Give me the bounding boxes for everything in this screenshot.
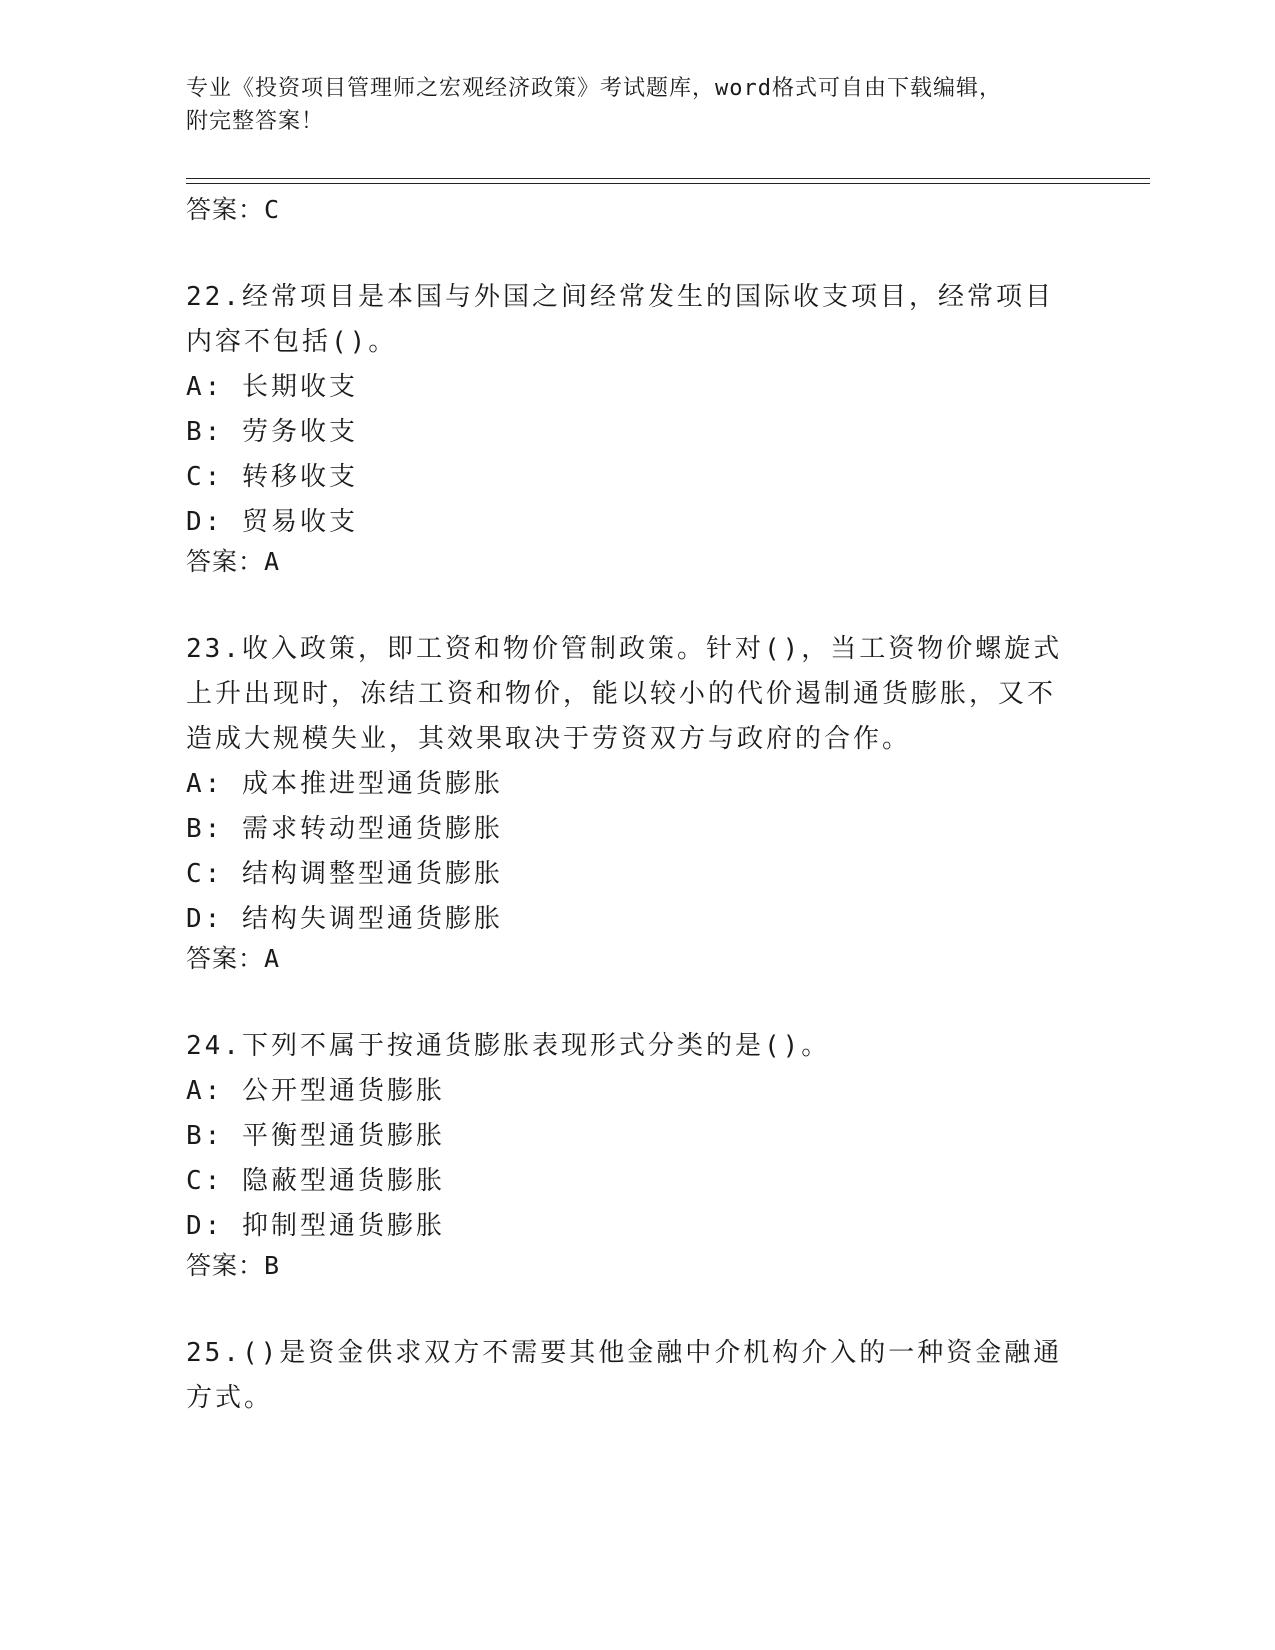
answer-line [186,545,1066,578]
answer-label: 答案： [186,944,265,973]
question-22 [186,275,1066,578]
answer-line [186,942,1066,975]
header-line-1: 专业《投资项目管理师之宏观经济政策》考试题库，word格式可自由下载编辑， [186,76,1002,101]
option-d: D: 贸易收支 [186,507,358,537]
question-stem: 22.经常项目是本国与外国之间经常发生的国际收支项目，经常项目内容不包括()。 [186,282,1054,357]
question-list [186,193,1066,1421]
answer-label: 答案： [186,547,265,576]
question-23 [186,627,1066,975]
option-c: C: 转移收支 [186,462,358,492]
option-b: B: 劳务收支 [186,417,358,447]
answer-key: C [264,195,281,224]
answer-key: A [264,547,281,576]
header-line-2: 附完整答案！ [186,109,325,134]
question-25 [186,1331,1066,1421]
question-24 [186,1024,1066,1282]
answer-label: 答案： [186,1251,265,1280]
option-b: B: 需求转动型通货膨胀 [186,814,503,844]
question-stem: 25.()是资金供求双方不需要其他金融中介机构介入的一种资金融通方式。 [186,1338,1063,1413]
header-divider-bottom [186,183,1150,184]
answer-key: B [264,1251,281,1280]
answer-line [186,193,1066,226]
answer-label: 答案： [186,195,265,224]
option-a: A: 长期收支 [186,372,358,402]
answer-key: A [264,944,281,973]
question-stem: 24.下列不属于按通货膨胀表现形式分类的是()。 [186,1031,831,1061]
option-d: D: 抑制型通货膨胀 [186,1211,445,1241]
document-header [186,72,1066,138]
option-c: C: 隐蔽型通货膨胀 [186,1166,445,1196]
option-b: B: 平衡型通货膨胀 [186,1121,445,1151]
header-divider-top [186,178,1150,179]
option-a: A: 公开型通货膨胀 [186,1076,445,1106]
option-c: C: 结构调整型通货膨胀 [186,859,503,889]
answer-line [186,1249,1066,1282]
option-a: A: 成本推进型通货膨胀 [186,769,503,799]
question-stem: 23.收入政策，即工资和物价管制政策。针对()，当工资物价螺旋式上升出现时，冻结工资和物价，能以较小的代价遏制通货膨胀，又不造成大规模失业，其效果取决于劳资双方与政府的合作。 [186,634,1063,754]
option-d: D: 结构失调型通货膨胀 [186,904,503,934]
